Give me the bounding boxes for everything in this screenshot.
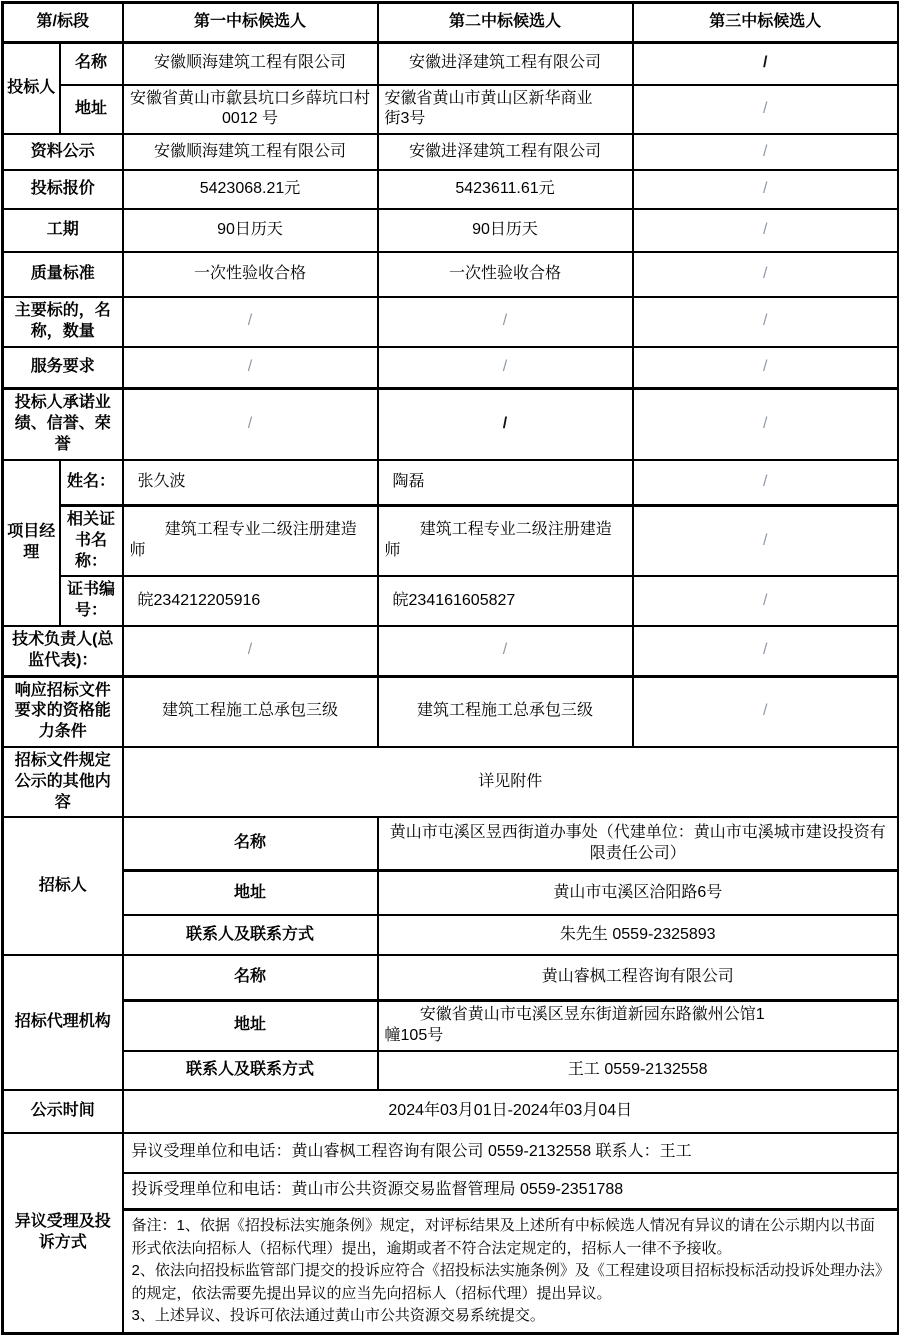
tech-lead-first: /: [123, 626, 378, 676]
quality-row: [3, 252, 899, 297]
manager-certno-third: /: [633, 576, 899, 626]
tenderee-name-label: 名称: [123, 817, 378, 870]
objection-row-1: [3, 1133, 899, 1173]
agency-address-value: 安徽省黄山市屯溪区昱东街道新园东路徽州公馆1幢105号: [378, 1000, 899, 1050]
service-third: /: [633, 347, 899, 389]
bidder-name-third: /: [633, 43, 899, 85]
service-label: 服务要求: [3, 347, 123, 389]
tech-lead-row: [3, 626, 899, 676]
commitment-row: [3, 389, 899, 460]
objection-row-2: [3, 1173, 899, 1210]
price-label: 投标报价: [3, 170, 123, 209]
manager-certificate-third: /: [633, 506, 899, 577]
bidder-name-first: 安徽顺海建筑工程有限公司: [123, 43, 378, 85]
objection-note-1: 备注：1、依据《招投标法实施条例》规定，对评标结果及上述所有中标候选人情况有异议的请在公示期内以书面形式依法向招标人（招标代理）提出，逾期或者不符合法定规定的，招标人一律不予接收。: [131, 1217, 875, 1257]
material-row: [3, 134, 899, 170]
manager-certificate-second: 建筑工程专业二级注册建造师: [378, 506, 633, 577]
quality-third: /: [633, 252, 899, 297]
manager-certno-label: 证书编号：: [60, 576, 123, 626]
header-row: [3, 3, 899, 43]
price-first: 5423068.21元: [123, 170, 378, 209]
manager-certificate-row: [3, 506, 899, 577]
price-row: [3, 170, 899, 209]
material-third: /: [633, 134, 899, 170]
subject-third: /: [633, 297, 899, 347]
tech-lead-second: /: [378, 626, 633, 676]
tenderee-address-row: [3, 870, 899, 915]
manager-group-label: 项目经理: [3, 460, 60, 626]
tenderee-name-value: 黄山市屯溪区昱西街道办事处（代建单位：黄山市屯溪城市建设投资有限责任公司）: [378, 817, 899, 870]
qualification-second: 建筑工程施工总承包三级: [378, 676, 633, 747]
header-second-candidate: 第二中标候选人: [378, 3, 633, 43]
agency-address-label: 地址: [123, 1000, 378, 1050]
manager-certificate-first: 建筑工程专业二级注册建造师: [123, 506, 378, 577]
service-second: /: [378, 347, 633, 389]
service-row: [3, 347, 899, 389]
commitment-label: 投标人承诺业绩、信誉、荣誉: [3, 389, 123, 460]
quality-label: 质量标准: [3, 252, 123, 297]
objection-notes-row: [3, 1210, 899, 1334]
bidder-name-second: 安徽进泽建筑工程有限公司: [378, 43, 633, 85]
objection-line2: 投诉受理单位和电话：黄山市公共资源交易监督管理局 0559-2351788: [123, 1173, 899, 1210]
material-label: 资料公示: [3, 134, 123, 170]
price-third: /: [633, 170, 899, 209]
qualification-label: 响应招标文件要求的资格能力条件: [3, 676, 123, 747]
duration-second: 90日历天: [378, 209, 633, 252]
bidder-group-label: 投标人: [3, 43, 60, 135]
price-second: 5423611.61元: [378, 170, 633, 209]
subject-first: /: [123, 297, 378, 347]
publicity-value: 2024年03月01日-2024年03月04日: [123, 1090, 899, 1133]
tenderee-contact-label: 联系人及联系方式: [123, 915, 378, 955]
objection-line1: 异议受理单位和电话：黄山睿枫工程咨询有限公司 0559-2132558 联系人：王工: [123, 1133, 899, 1173]
bidder-address-first: 安徽省黄山市歙县坑口乡薛坑口村 0012 号: [123, 85, 378, 135]
objection-group-label: 异议受理及投诉方式: [3, 1133, 123, 1334]
manager-name-third: /: [633, 460, 899, 506]
other-content-row: [3, 747, 899, 817]
agency-name-label: 名称: [123, 955, 378, 1000]
commitment-first: /: [123, 389, 378, 460]
subject-label: 主要标的，名称，数量: [3, 297, 123, 347]
manager-name-label: 姓名：: [60, 460, 123, 506]
subject-row: [3, 297, 899, 347]
agency-name-value: 黄山睿枫工程咨询有限公司: [378, 955, 899, 1000]
publicity-label: 公示时间: [3, 1090, 123, 1133]
manager-certno-first: 皖234212205916: [123, 576, 378, 626]
tenderee-name-row: [3, 817, 899, 870]
bidder-address-label: 地址: [60, 85, 123, 135]
duration-third: /: [633, 209, 899, 252]
qualification-first: 建筑工程施工总承包三级: [123, 676, 378, 747]
manager-name-row: [3, 460, 899, 506]
manager-certificate-label: 相关证书名称：: [60, 506, 123, 577]
tech-lead-third: /: [633, 626, 899, 676]
tenderee-address-label: 地址: [123, 870, 378, 915]
material-first: 安徽顺海建筑工程有限公司: [123, 134, 378, 170]
manager-name-first: 张久波: [123, 460, 378, 506]
tech-lead-label: 技术负责人(总监代表)：: [3, 626, 123, 676]
subject-second: /: [378, 297, 633, 347]
bidder-address-second: 安徽省黄山市黄山区新华商业街3号: [378, 85, 633, 135]
agency-group-label: 招标代理机构: [3, 955, 123, 1089]
manager-name-second: 陶磊: [378, 460, 633, 506]
header-third-candidate: 第三中标候选人: [633, 3, 899, 43]
commitment-third: /: [633, 389, 899, 460]
quality-first: 一次性验收合格: [123, 252, 378, 297]
agency-contact-label: 联系人及联系方式: [123, 1051, 378, 1090]
tenderee-address-value: 黄山市屯溪区洽阳路6号: [378, 870, 899, 915]
manager-certno-second: 皖234161605827: [378, 576, 633, 626]
agency-address-row: [3, 1000, 899, 1050]
objection-notes-cell: [123, 1210, 899, 1334]
duration-row: [3, 209, 899, 252]
manager-certno-row: [3, 576, 899, 626]
bidder-name-label: 名称: [60, 43, 123, 85]
bidder-name-row: [3, 43, 899, 85]
header-section-cell: 第/标段: [3, 3, 123, 43]
tenderee-group-label: 招标人: [3, 817, 123, 955]
duration-label: 工期: [3, 209, 123, 252]
agency-name-row: [3, 955, 899, 1000]
service-first: /: [123, 347, 378, 389]
header-first-candidate: 第一中标候选人: [123, 3, 378, 43]
tenderee-contact-row: [3, 915, 899, 955]
publicity-row: [3, 1090, 899, 1133]
objection-note-2: 2、依法向招投标监管部门提交的投诉应符合《招投标法实施条例》及《工程建设项目招标投标活动投诉处理办法》的规定，依法需要先提出异议的应当先向招标人（招标代理）提出异议。: [131, 1262, 883, 1302]
qualification-row: [3, 676, 899, 747]
bid-candidates-table: [1, 1, 899, 1335]
commitment-second: /: [378, 389, 633, 460]
bidder-address-row: [3, 85, 899, 135]
other-content-value: 详见附件: [123, 747, 899, 817]
duration-first: 90日历天: [123, 209, 378, 252]
agency-contact-row: [3, 1051, 899, 1090]
bidder-address-third: /: [633, 85, 899, 135]
material-second: 安徽进泽建筑工程有限公司: [378, 134, 633, 170]
quality-second: 一次性验收合格: [378, 252, 633, 297]
qualification-third: /: [633, 676, 899, 747]
objection-note-3: 3、上述异议、投诉可依法通过黄山市公共资源交易系统提交。: [131, 1307, 545, 1325]
tenderee-contact-value: 朱先生 0559-2325893: [378, 915, 899, 955]
other-content-label: 招标文件规定公示的其他内容: [3, 747, 123, 817]
agency-contact-value: 王工 0559-2132558: [378, 1051, 899, 1090]
